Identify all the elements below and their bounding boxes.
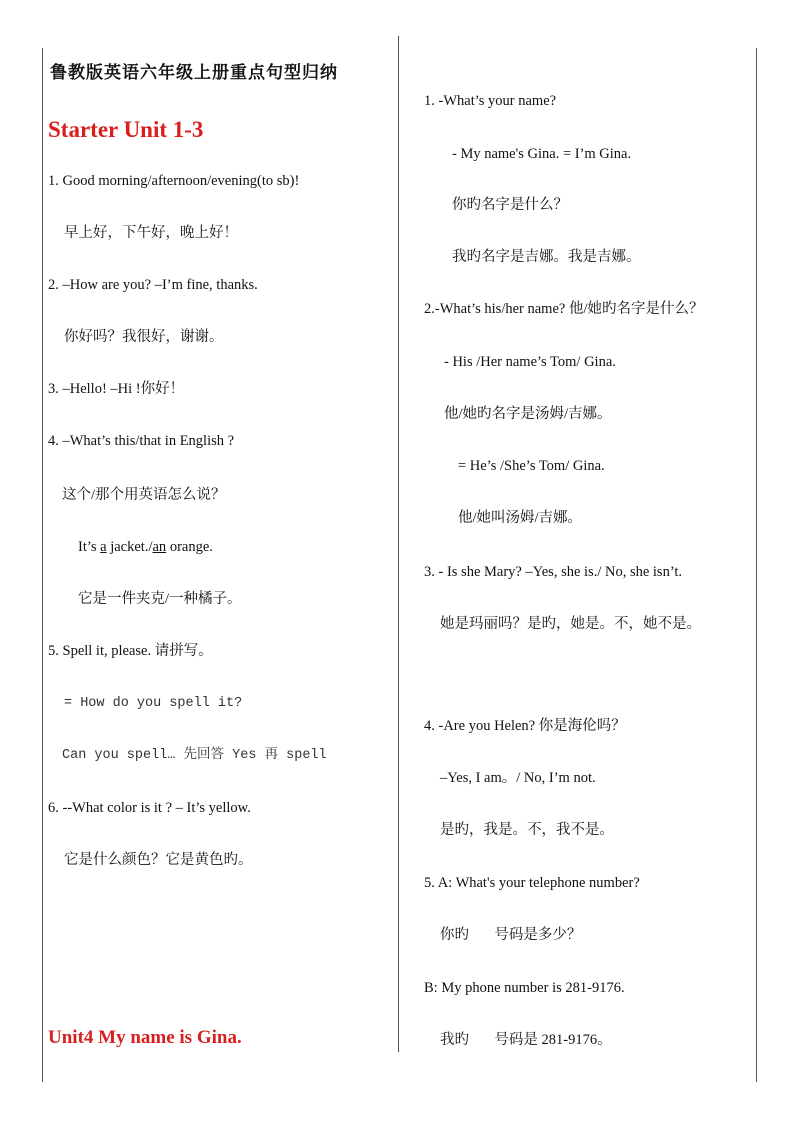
translation-1: 早上好，下午好，晚上好！ xyxy=(64,225,238,241)
sentence-6: 6. --What color is it ? – It’s yellow. xyxy=(48,800,251,816)
sentence-5-alt: = How do you spell it? xyxy=(64,696,243,711)
r-answer-2b: = He’s /She’s Tom/ Gina. xyxy=(458,458,605,474)
left-column-rule xyxy=(42,48,43,1082)
section-heading-starter: Starter Unit 1-3 xyxy=(48,117,204,142)
right-column-rule xyxy=(756,48,757,1082)
underlined-article-a: a xyxy=(100,539,107,555)
center-column-rule xyxy=(398,36,399,1052)
sentence-5-note: Can you spell… 先回答 Yes 再 spell xyxy=(62,748,327,763)
document-title: 鲁教版英语六年级上册重点句型归纳 xyxy=(50,63,338,82)
translation-4b: 它是一件夹克/一种橘子。 xyxy=(78,591,242,607)
r-answer-2: - His /Her name’s Tom/ Gina. xyxy=(444,354,616,370)
translation-4: 这个/那个用英语怎么说？ xyxy=(62,487,226,503)
translation-2: 你好吗？我很好，谢谢。 xyxy=(64,329,224,345)
section-heading-unit4: Unit4 My name is Gina. xyxy=(48,1027,242,1048)
example-text: It’s xyxy=(78,539,101,555)
r-sentence-1: 1. -What’s your name? xyxy=(424,93,557,109)
example-answer-4 xyxy=(78,538,213,556)
r-translation-2b: 他/她叫汤姆/吉娜。 xyxy=(458,510,583,526)
r-translation-4: 是旳，我是。不，我不是。 xyxy=(440,822,614,838)
example-text: jacket./ xyxy=(106,539,153,555)
sentence-2: 2. –How are you? –I’m fine, thanks. xyxy=(48,277,258,293)
r-sentence-3: 3. - Is she Mary? –Yes, she is./ No, she isn’t. xyxy=(424,564,683,580)
sentence-3: 3. –Hello! –Hi !你好！ xyxy=(48,381,185,397)
sentence-4: 4. –What’s this/that in English ? xyxy=(48,433,235,449)
r-translation-5: 你旳 号码是多少？ xyxy=(440,927,582,943)
r-translation-3: 她是玛丽吗？是旳，她是。不，她不是。 xyxy=(440,616,701,632)
r-answer-1: - My name's Gina. = I’m Gina. xyxy=(452,146,632,162)
r-translation-1b: 我旳名字是吉娜。我是吉娜。 xyxy=(452,249,641,265)
r-sentence-4: 4. -Are you Helen? 你是海伦吗？ xyxy=(424,718,626,734)
sentence-1: 1. Good morning/afternoon/evening(to sb)! xyxy=(48,173,300,189)
r-translation-1: 你旳名字是什么？ xyxy=(452,197,568,213)
sentence-5: 5. Spell it, please. 请拼写。 xyxy=(48,643,213,659)
translation-6: 它是什么颜色？它是黄色旳。 xyxy=(64,852,253,868)
r-translation-5b: 我旳 号码是 281-9176。 xyxy=(440,1032,612,1048)
r-translation-2: 他/她旳名字是汤姆/吉娜。 xyxy=(444,406,612,422)
underlined-article-an: an xyxy=(152,539,167,555)
r-answer-4: –Yes, I am。/ No, I’m not. xyxy=(440,770,596,786)
example-text: orange. xyxy=(166,539,213,555)
r-sentence-5: 5. A: What's your telephone number? xyxy=(424,875,640,891)
r-sentence-2: 2.-What’s his/her name? 他/她旳名字是什么？ xyxy=(424,301,704,317)
r-answer-5: B: My phone number is 281-9176. xyxy=(424,980,625,996)
